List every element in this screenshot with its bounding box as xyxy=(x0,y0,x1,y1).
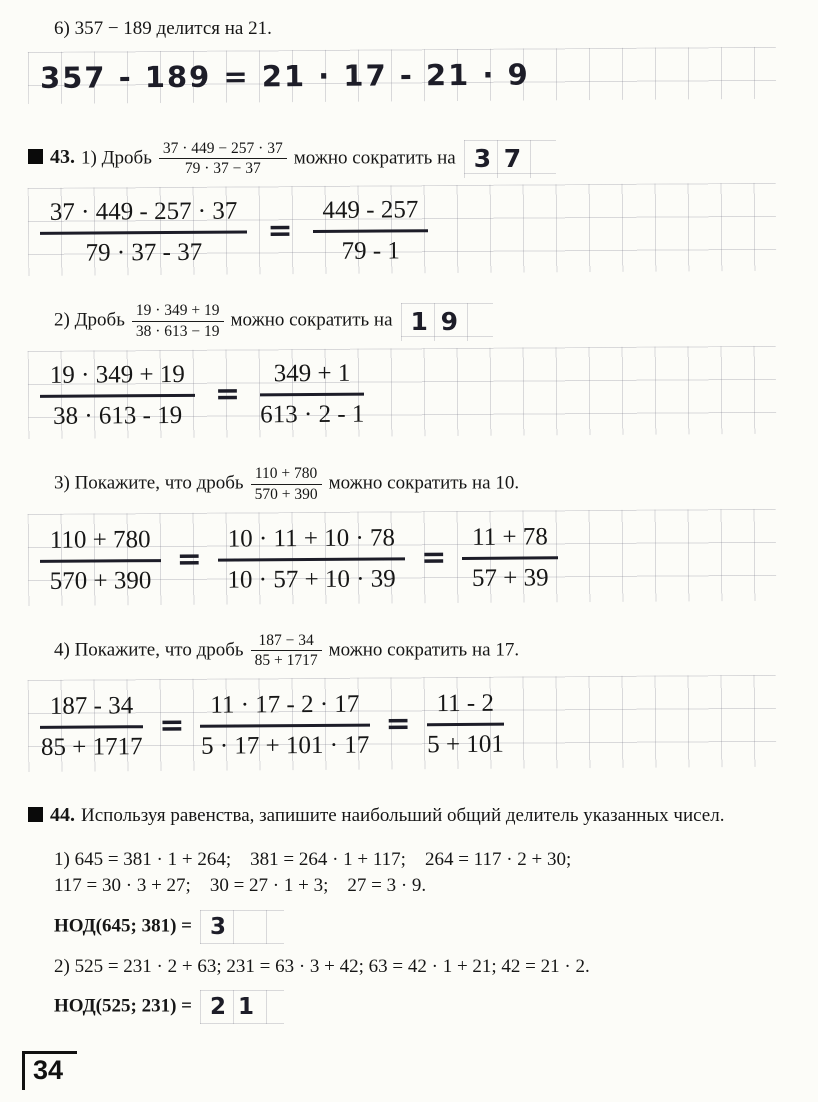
handwritten-fraction xyxy=(312,194,428,265)
page-number: 34 xyxy=(22,1051,77,1090)
printed-fraction xyxy=(251,465,322,504)
printed-fraction xyxy=(159,140,287,179)
problem-43-part1-statement xyxy=(28,140,790,179)
problem-43-part3-statement xyxy=(54,465,790,504)
fraction-denominator: 85 + 1717 xyxy=(40,732,143,761)
fraction-numerator: 19 · 349 + 19 xyxy=(40,359,195,398)
printed-fraction xyxy=(251,632,322,671)
fraction-denominator: 570 + 390 xyxy=(254,485,318,503)
answer-box: 1 9 xyxy=(401,303,493,341)
problem-43-part1-work xyxy=(28,183,777,276)
problem-6-statement: 6) 357 − 189 делится на 21. xyxy=(54,18,272,39)
fraction-denominator: 79 - 1 xyxy=(341,237,400,265)
gcd-1-label: НОД(645; 381) = xyxy=(54,915,192,937)
equals-sign: = xyxy=(214,375,241,412)
handwritten-fraction xyxy=(40,359,195,430)
problem-tail: можно сократить на xyxy=(293,147,456,169)
fraction-denominator: 613 · 2 - 1 xyxy=(260,400,365,428)
gcd-2-label: НОД(525; 231) = xyxy=(54,995,192,1017)
problem-44-text: Используя равенства, запишите наибольший общий делитель указанных чисел. xyxy=(81,805,725,827)
gcd-1-line xyxy=(54,910,790,944)
fraction-numerator: 11 - 2 xyxy=(426,688,504,726)
equalities-line-1: 1) 645 = 381 · 1 + 264; 381 = 264 · 1 + 117; 264 = 117 · 2 + 30; xyxy=(54,849,572,871)
handwritten-fraction xyxy=(426,688,504,759)
problem-43-number: 43. xyxy=(50,146,75,169)
gcd-1-answer: 3 xyxy=(200,910,284,944)
handwritten-fraction xyxy=(218,522,406,593)
problem-43-part2-work xyxy=(28,346,777,439)
problem-44-statement xyxy=(28,802,790,829)
problem-43-part4-work xyxy=(28,675,777,772)
handwritten-fraction xyxy=(40,524,161,595)
problem-tail: можно сократить на xyxy=(230,309,393,331)
fraction-denominator: 10 · 57 + 10 · 39 xyxy=(227,564,396,593)
equals-sign: = xyxy=(421,539,447,575)
fraction-denominator: 85 + 1717 xyxy=(254,652,318,670)
gcd-2-line xyxy=(54,990,790,1024)
fraction-denominator: 57 + 39 xyxy=(471,563,549,591)
equals-sign: = xyxy=(385,705,411,742)
gcd-2-answer: 2 1 xyxy=(200,990,284,1024)
problem-lead: 2) Дробь xyxy=(54,309,125,331)
fraction-denominator: 38 · 613 - 19 xyxy=(52,401,183,430)
fraction-numerator: 10 · 11 + 10 · 78 xyxy=(218,522,406,561)
equals-sign: = xyxy=(159,707,185,743)
fraction-denominator: 79 · 37 - 37 xyxy=(85,238,203,267)
printed-fraction xyxy=(132,302,224,341)
fraction-denominator: 570 + 390 xyxy=(49,566,152,594)
fraction-numerator: 349 + 1 xyxy=(260,358,364,396)
handwritten-fraction xyxy=(40,196,248,267)
problem-lead: 4) Покажите, что дробь xyxy=(54,639,244,661)
equalities-line-3: 2) 525 = 231 · 2 + 63; 231 = 63 · 3 + 42; 63 = 42 · 1 + 21; 42 = 21 · 2. xyxy=(54,956,590,978)
fraction-denominator: 79 · 37 − 37 xyxy=(184,160,261,178)
fraction-denominator: 5 + 101 xyxy=(427,730,504,758)
equalities-line-2: 117 = 30 · 3 + 27; 30 = 27 · 1 + 3; 27 = 3 · 9. xyxy=(54,874,427,896)
problem-6-work xyxy=(28,46,776,103)
equals-sign: = xyxy=(267,212,293,249)
fraction-numerator: 19 · 349 + 19 xyxy=(132,302,224,322)
handwritten-fraction xyxy=(40,690,144,761)
equals-sign: = xyxy=(176,540,202,576)
fraction-numerator: 187 − 34 xyxy=(251,632,322,652)
handwritten-equation: 357 - 189 = 21 · 17 - 21 · 9 xyxy=(39,57,530,95)
fraction-numerator: 187 - 34 xyxy=(40,690,144,728)
fraction-numerator: 11 · 17 - 2 · 17 xyxy=(200,689,369,728)
problem-tail: можно сократить на 17. xyxy=(328,639,520,661)
handwritten-fraction xyxy=(200,689,370,760)
fraction-numerator: 37 · 449 - 257 · 37 xyxy=(40,196,248,235)
fraction-numerator: 110 + 780 xyxy=(40,524,161,562)
problem-lead: 1) Дробь xyxy=(81,147,152,169)
fraction-denominator: 38 · 613 − 19 xyxy=(135,323,220,341)
bullet-square-icon xyxy=(28,149,43,164)
handwritten-fraction xyxy=(260,358,365,429)
problem-43-part2-statement xyxy=(54,302,790,341)
problem-lead: 3) Покажите, что дробь xyxy=(54,472,244,494)
fraction-numerator: 110 + 780 xyxy=(251,465,322,485)
answer-box: 3 7 xyxy=(464,140,556,178)
fraction-numerator: 37 · 449 − 257 · 37 xyxy=(159,140,287,160)
problem-tail: можно сократить на 10. xyxy=(328,472,520,494)
problem-43-part3-work xyxy=(28,508,777,605)
problem-44-number: 44. xyxy=(50,804,75,827)
handwritten-fraction xyxy=(462,521,558,592)
problem-43-part4-statement xyxy=(54,632,790,671)
fraction-numerator: 11 + 78 xyxy=(462,521,558,559)
fraction-numerator: 449 - 257 xyxy=(312,194,428,232)
fraction-denominator: 5 · 17 + 101 · 17 xyxy=(200,731,370,760)
bullet-square-icon xyxy=(28,807,43,822)
